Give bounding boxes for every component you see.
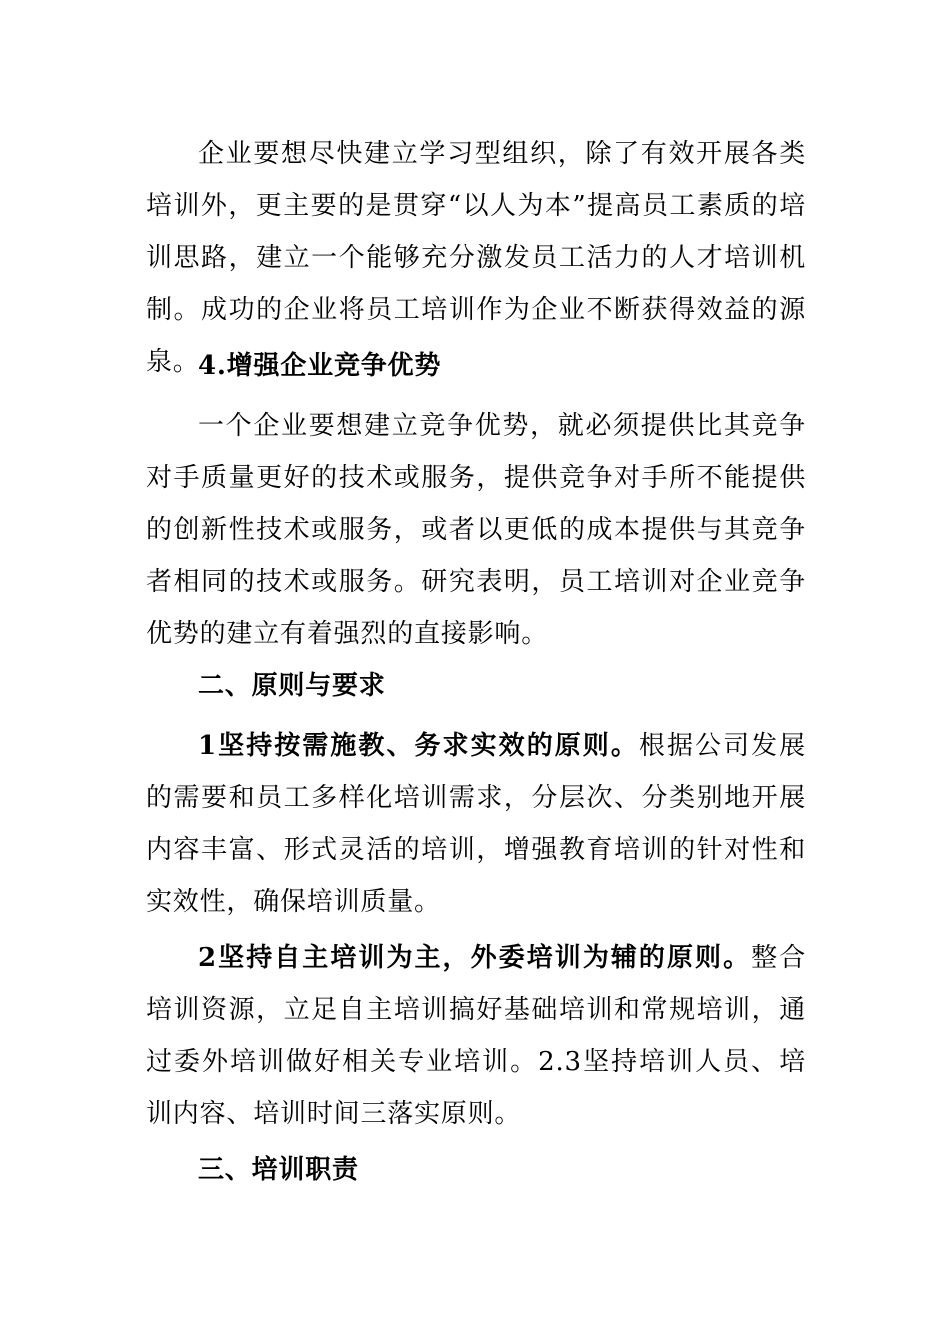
heading-training-duties: 三、培训职责 — [198, 1155, 359, 1185]
principle-1-lead: 1坚持按需施教、务求实效的原则。 — [198, 731, 639, 761]
principle-2-body: 整合培训资源，立足自主培训搞好基础培训和常规培训，通过委外培训做好相关专业培训。2.3坚持培训人员、培训内容、培训时间三落实原则。 — [146, 943, 806, 1129]
paragraph-principle-2 — [146, 932, 806, 1140]
principle-2-lead: 2坚持自主培训为主，外委培训为辅的原则。 — [198, 943, 752, 973]
heading-principles: 二、原则与要求 — [198, 671, 386, 701]
principle-1-body: 根据公司发展的需要和员工多样化培训需求，分层次、分类别地开展内容丰富、形式灵活的培训，增强教育培训的针对性和实效性，确保培训质量。 — [146, 731, 806, 917]
paragraph-competitive-advantage: 一个企业要想建立竞争优势，就必须提供比其竞争对手质量更好的技术或服务，提供竞争对手所不能提供的创新性技术或服务，或者以更低的成本提供与其竞争者相同的技术或服务。研究表明，员工培训对企业竞争优势的建立有着强烈的直接影响。 — [146, 411, 806, 649]
heading-competitive-advantage: 4.增强企业竞争优势 — [198, 351, 442, 381]
paragraph-principle-1 — [146, 720, 806, 928]
paragraph-learning-organization: 企业要想尽快建立学习型组织，除了有效开展各类培训外，更主要的是贯穿“以人为本”提高员工素质的培训思路，建立一个能够充分激发员工活力的人才培训机制。成功的企业将员工培训作为企业不断获得效益的源泉。 — [146, 139, 806, 377]
